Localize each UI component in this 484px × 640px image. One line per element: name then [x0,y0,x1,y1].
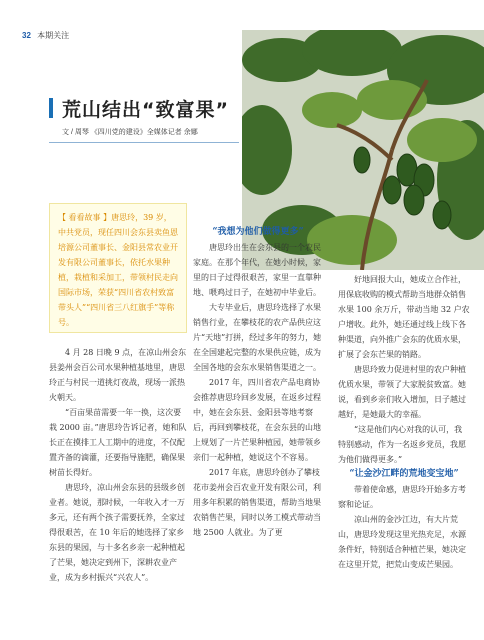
paragraph: 唐思玲出生在会东县的一个农民家庭。在那个年代，在她小时候，家里的日子过得很艰苦，家里一直靠种地、喂鸡过日子，在她初中毕业后。 [193,243,321,297]
paragraph: 4 月 28 日晚 9 点，在凉山州会东县姜州会百公司水果种植基地里，唐思玲正与村民一道挑灯夜战，现场一派热火朝天。 [49,348,187,402]
paragraph: 2017 年底，唐思玲创办了攀枝花市姜州会百农业开发有限公司，利用多年积累的销售渠道，帮助当地果农销售芒果，同时以务工模式带动当地 2500 人就业。为了更 [193,468,321,537]
section-subtitle: “我想为他们做得更多” [212,227,304,237]
title-accent-bar [49,98,53,118]
section-label: 本期关注 [37,31,70,40]
paragraph: 带着使命感，唐思玲开始多方考察和论证。 [338,485,466,509]
paragraph: 唐思玲致力促进村里的农户种植优质水果，带领了大家脱贫致富。她说，看到乡亲们收入增加，日子越过越好，是她最大的幸福。 [338,365,466,419]
paragraph: “这是他们内心对我的认可，我特别感动，作为一名返乡党员，我愿为他们做得更多。” [338,425,466,464]
paragraph: 唐思玲，凉山州会东县的县级乡创业者。她说，那时候，一年收入才一万多元，还有两个孩子需要抚养，全家过得很艰苦，在 10 年后的她选择了家乡东县的果园，与十多名乡亲一起种植起了芒果，她决定到州下，深耕农业产业，成为乡村振兴“兴农人”。 [49,483,185,582]
paragraph: 凉山州的金沙江边，有大片荒山，唐思玲发现这里光热充足，水源条件好，特别适合种植芒果，她决定在这里开荒，把荒山变成芒果园。 [338,515,466,569]
title-divider [49,142,239,143]
story-intro-box: 【 看看故事 】唐思玲，39 岁，中共党员，现任四川会东县卖鱼恩培源公司董事长、金阳县常农业开发有限公司董事长，依托水果种植，栽植和采加工，带领村民走向国际市场，荣获“四川省农村致富带头人”“四川省三八红旗手”等称号。 [49,203,187,333]
section-subtitle: “让金沙江畔的荒地变宝地” [349,469,459,479]
paragraph: 大专毕业后，唐思玲选择了水果销售行业，在攀枝花的农产品供应这片“天地”打拼，经过多年的努力，她在全国建起完整的水果供应链，成为全国各地的会东水果销售渠道之一。 [193,303,322,372]
column-1 [49,345,189,585]
paragraph: 好地回报大山，她成立合作社，用保底收购的模式帮助当地群众销售水果 100 余万斤，带动当地 32 户农户增收。此外，她还通过线上线下各种渠道，向外推广会东的优质水果，扩展了会东芒果的销路。 [338,275,470,359]
paragraph: 2017 年，四川省农产品电商协会推荐唐思玲回乡发展，在返乡过程中，她在会东县、金阳县等地考察后，再回到攀枝花，在会东县的山地上规划了一片芒果种植园，她带领乡亲们一起种植，她说这个不容易。 [193,378,321,462]
column-3 [338,272,470,572]
page-header [22,30,69,41]
paragraph: “百亩果苗需要一年一换，这次要栽 2000 亩。”唐思玲告诉记者，她和队长正在摸排工人工期中的进度，不仅配置齐备的滴灌，还要指导施肥，确保果树苗长得好。 [49,408,187,477]
column-2 [193,225,323,540]
page-number: 32 [22,31,31,40]
article-title: 荒山结出“致富果” [62,99,229,121]
byline: 文 / 周琴 《四川党的建设》全媒体记者 余娜 [62,129,198,136]
